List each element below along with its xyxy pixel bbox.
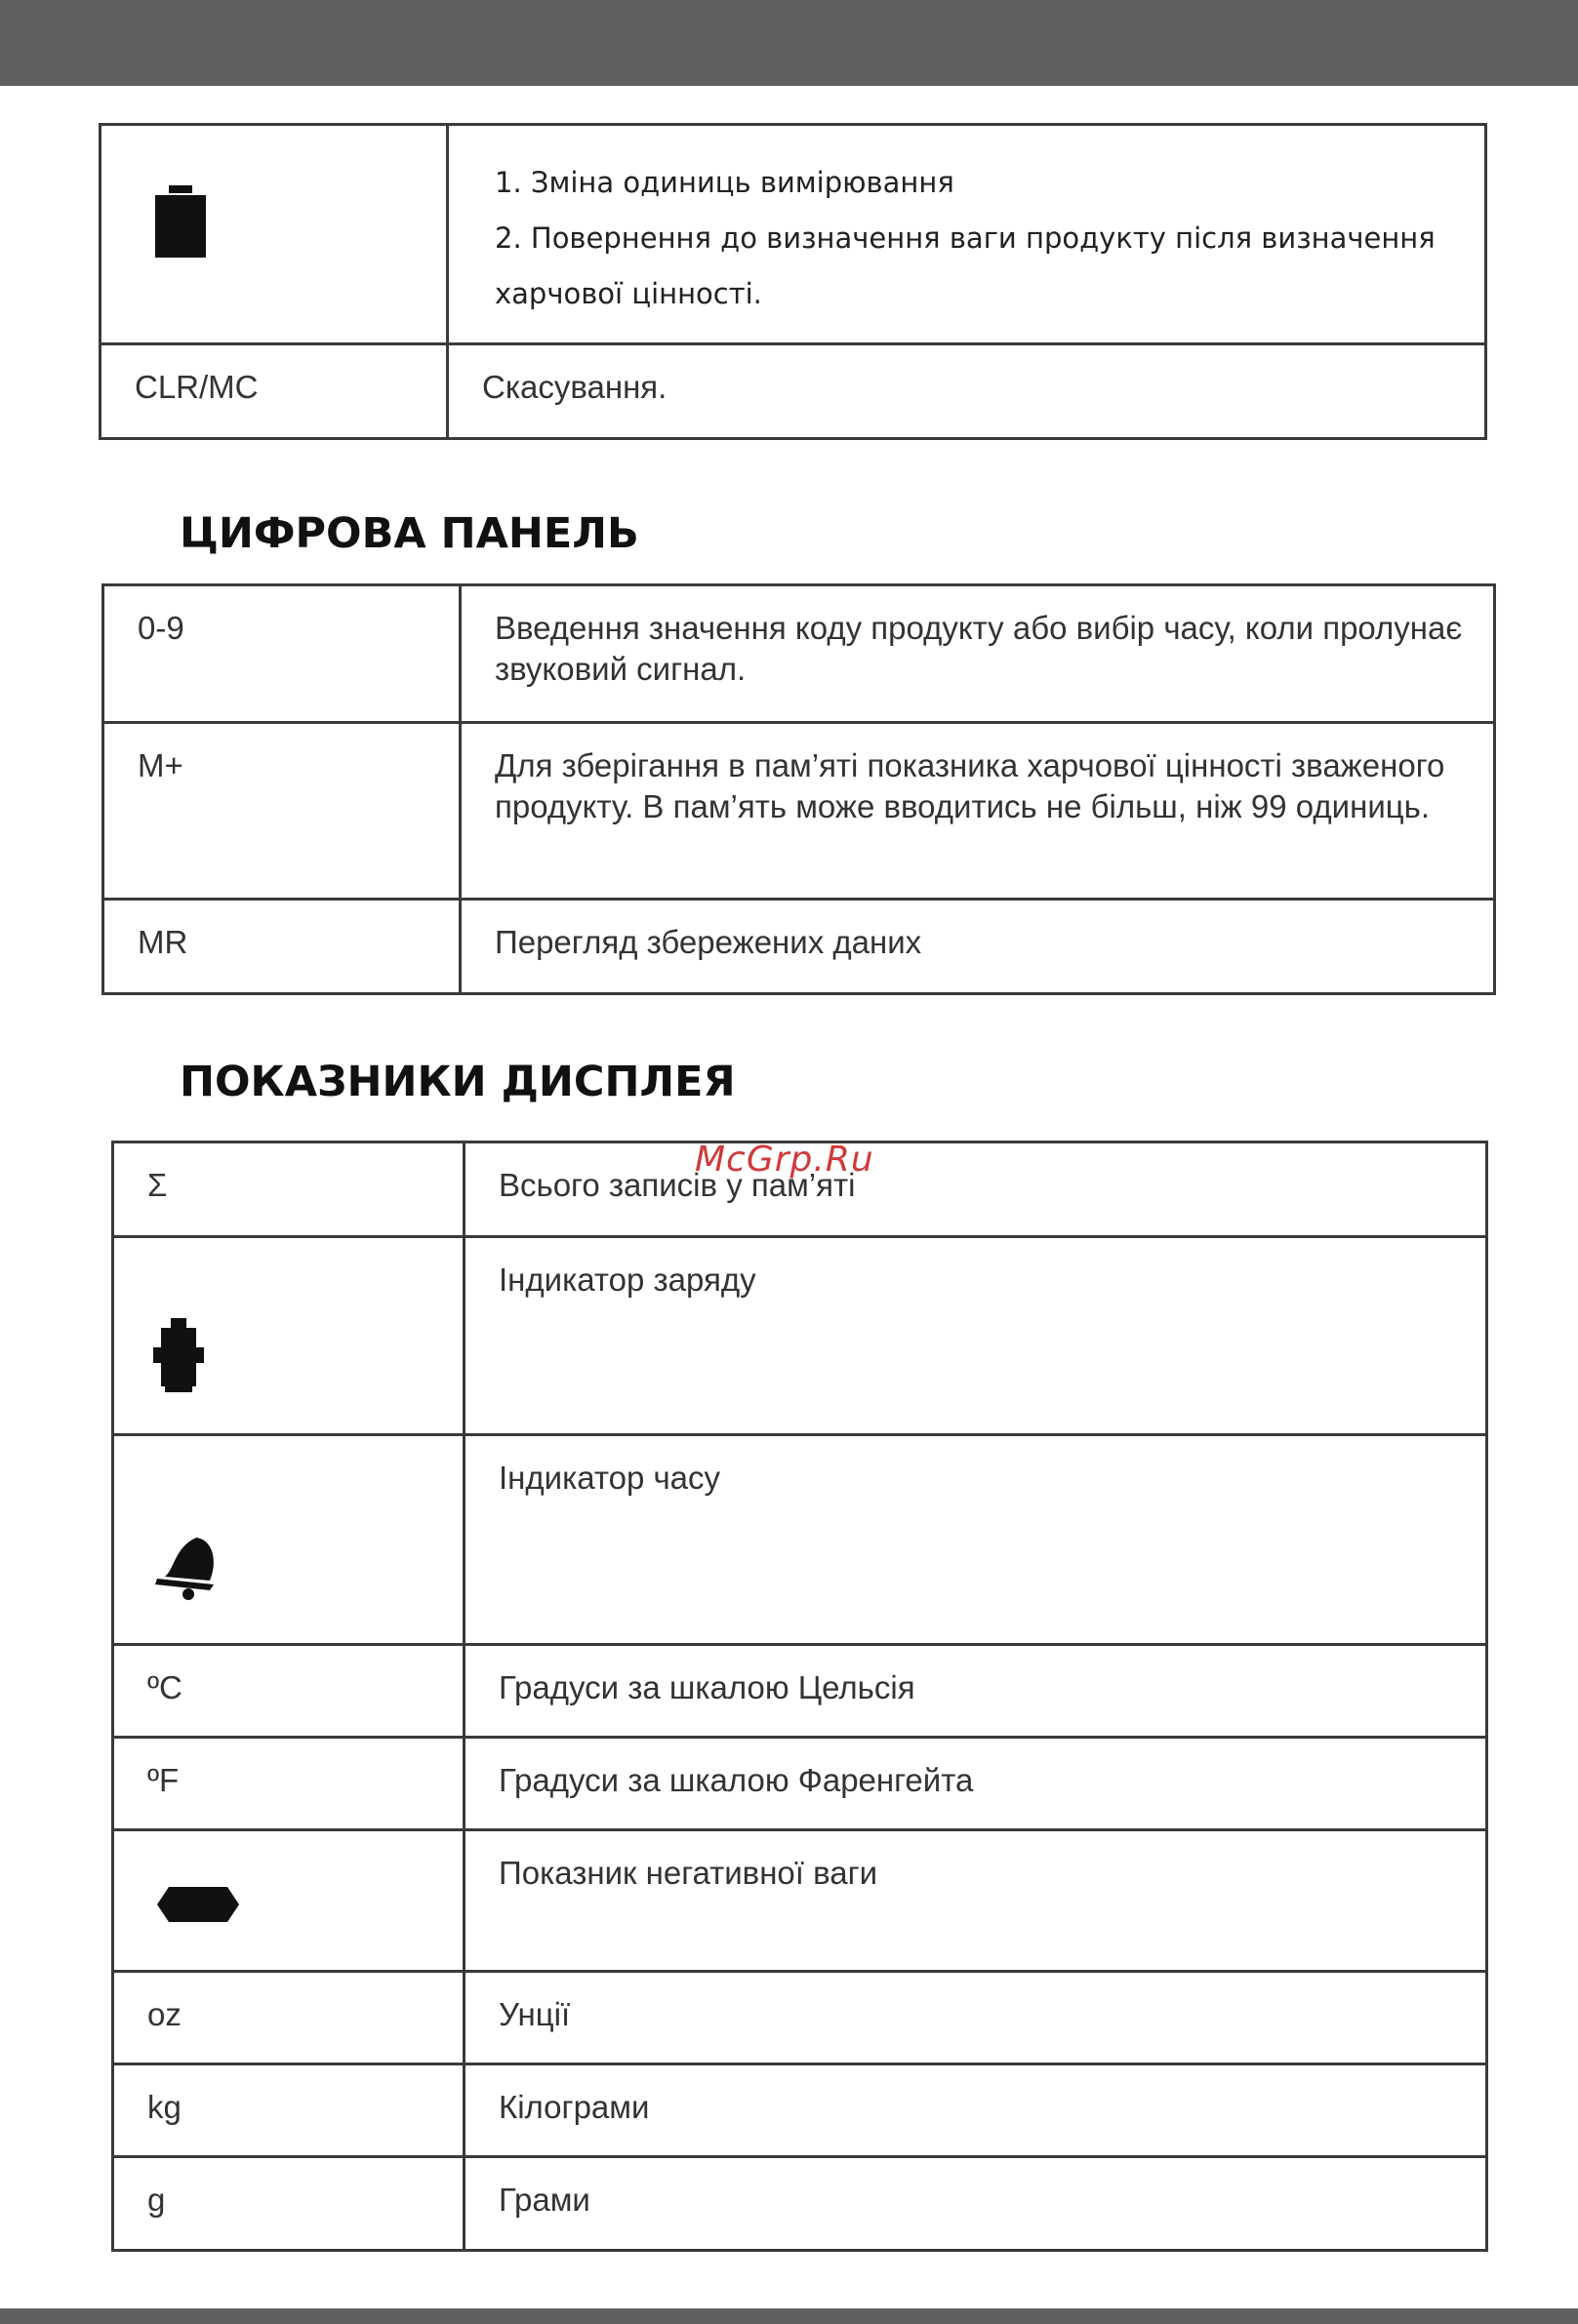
description-cell: Градуси за шкалою Цельсія [465, 1645, 1487, 1738]
description-cell: Введення значення коду продукту або вибір часу, коли пролунає звуковий сигнал. [461, 585, 1495, 723]
table-row [113, 1237, 1487, 1435]
description-cell: Скасування. [448, 344, 1486, 439]
description-line: харчової цінності. [495, 277, 762, 310]
table-row [113, 1645, 1487, 1738]
description-cell: Кілограми [465, 2064, 1487, 2157]
keypad-table [101, 583, 1496, 995]
description-cell: Перегляд збережених даних [461, 900, 1495, 994]
description-cell: Для зберігання в пам’яті показника харчової цінності зваженого продукту. В пам’ять може вводитись не більш, ніж 99 одиниць. [461, 723, 1495, 900]
description-cell [448, 125, 1486, 344]
display-section-title: ПОКАЗНИКИ ДИСПЛЕЯ [180, 1058, 736, 1106]
description-cell: Показник негативної ваги [465, 1830, 1487, 1972]
function-table [99, 123, 1487, 440]
description-cell: Індикатор часу [465, 1435, 1487, 1645]
description-line: 1. Зміна одиниць вимірювання [495, 166, 954, 199]
key-cell: ºF [113, 1738, 465, 1830]
watermark: McGrp.Ru [695, 1140, 874, 1180]
table-row [113, 1435, 1487, 1645]
key-cell: Σ [113, 1142, 465, 1237]
description-cell: Грами [465, 2157, 1487, 2251]
key-cell [113, 1830, 465, 1972]
weight-icon [155, 185, 206, 260]
top-header-bar [0, 0, 1578, 86]
keypad-section-title: ЦИФРОВА ПАНЕЛЬ [180, 509, 639, 558]
table-row [101, 344, 1486, 439]
key-cell: CLR/MC [101, 344, 448, 439]
table-row [113, 1830, 1487, 1972]
key-cell [113, 1435, 465, 1645]
description-line: 2. Повернення до визначення ваги продукту після визначення [495, 221, 1436, 255]
table-row [113, 1972, 1487, 2064]
key-cell: 0-9 [103, 585, 461, 723]
table-row [101, 125, 1486, 344]
key-cell: g [113, 2157, 465, 2251]
bottom-footer-bar [0, 2308, 1578, 2324]
table-row [113, 2157, 1487, 2251]
key-cell: ºC [113, 1645, 465, 1738]
description-cell: Унції [465, 1972, 1487, 2064]
key-cell: kg [113, 2064, 465, 2157]
table-row [103, 585, 1495, 723]
key-cell: oz [113, 1972, 465, 2064]
table-row [113, 1738, 1487, 1830]
table-row [103, 723, 1495, 900]
key-cell [101, 125, 448, 344]
negative-weight-icon [157, 1885, 239, 1924]
key-cell: M+ [103, 723, 461, 900]
display-indicators-table [111, 1141, 1488, 2252]
battery-indicator-icon [153, 1318, 204, 1394]
table-row [113, 2064, 1487, 2157]
table-row [103, 900, 1495, 994]
description-cell: Індикатор заряду [465, 1237, 1487, 1435]
description-cell: Градуси за шкалою Фаренгейта [465, 1738, 1487, 1830]
key-cell: MR [103, 900, 461, 994]
key-cell [113, 1237, 465, 1435]
description-cell: Всього записів у пам’яті [465, 1142, 1487, 1237]
bell-timer-icon [153, 1534, 223, 1602]
